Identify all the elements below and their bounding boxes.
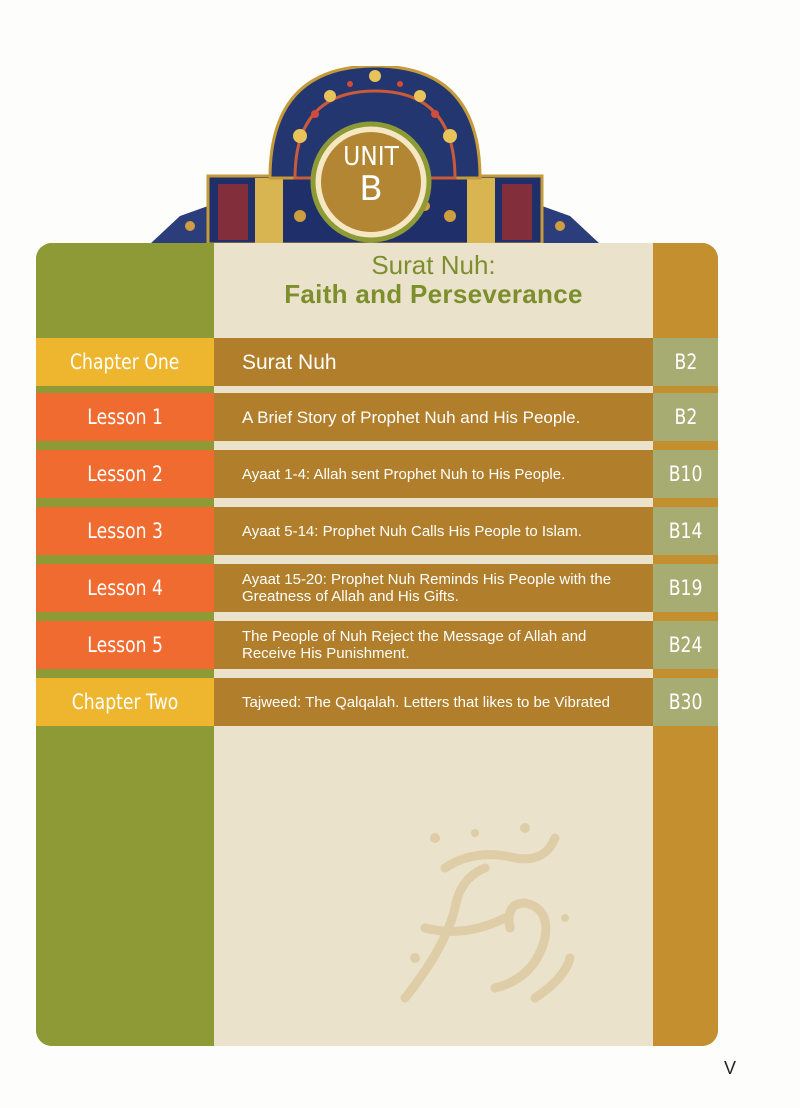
- toc-label: Lesson 2: [36, 450, 214, 498]
- toc-page: B24: [653, 621, 718, 669]
- toc-label: Lesson 3: [36, 507, 214, 555]
- page-number: V: [724, 1058, 737, 1078]
- toc-title: Tajweed: The Qalqalah. Letters that likes to be Vibrated: [214, 678, 653, 726]
- toc-page: B10: [653, 450, 718, 498]
- unit-letter: B: [359, 169, 383, 209]
- toc-label: Chapter One: [36, 338, 214, 386]
- toc-title: Ayaat 15-20: Prophet Nuh Reminds His People with the Greatness of Allah and His Gifts.: [214, 564, 653, 612]
- toc-row-chapter-one[interactable]: [36, 338, 718, 386]
- toc-label: Chapter Two: [36, 678, 214, 726]
- toc-label: Lesson 1: [36, 393, 214, 441]
- toc-title: Ayaat 5-14: Prophet Nuh Calls His People to Islam.: [214, 507, 653, 555]
- title-line-1: Surat Nuh:: [371, 250, 496, 280]
- contents-card: [36, 243, 718, 1046]
- toc-title: The People of Nuh Reject the Message of Allah and Receive His Punishment.: [214, 621, 653, 669]
- toc-row-chapter-two[interactable]: [36, 678, 718, 726]
- toc-page: B19: [653, 564, 718, 612]
- toc-row-lesson-3[interactable]: [36, 507, 718, 555]
- toc-title: A Brief Story of Prophet Nuh and His People.: [214, 393, 653, 441]
- toc-row-lesson-5[interactable]: [36, 621, 718, 669]
- unit-label: UNIT: [343, 142, 399, 172]
- toc-label: Lesson 5: [36, 621, 214, 669]
- toc-page: B2: [653, 393, 718, 441]
- toc-page: B2: [653, 338, 718, 386]
- unit-title: [214, 251, 653, 309]
- calligraphy-watermark: [385, 808, 585, 1018]
- toc-label: Lesson 4: [36, 564, 214, 612]
- toc-row-lesson-4[interactable]: [36, 564, 718, 612]
- toc-title: Surat Nuh: [214, 338, 653, 386]
- toc-title: Ayaat 1-4: Allah sent Prophet Nuh to His People.: [214, 450, 653, 498]
- toc-row-lesson-1[interactable]: [36, 393, 718, 441]
- title-line-2: Faith and Perseverance: [284, 279, 583, 309]
- toc-page: B14: [653, 507, 718, 555]
- toc-page: B30: [653, 678, 718, 726]
- toc-row-lesson-2[interactable]: [36, 450, 718, 498]
- unit-badge: [321, 143, 421, 207]
